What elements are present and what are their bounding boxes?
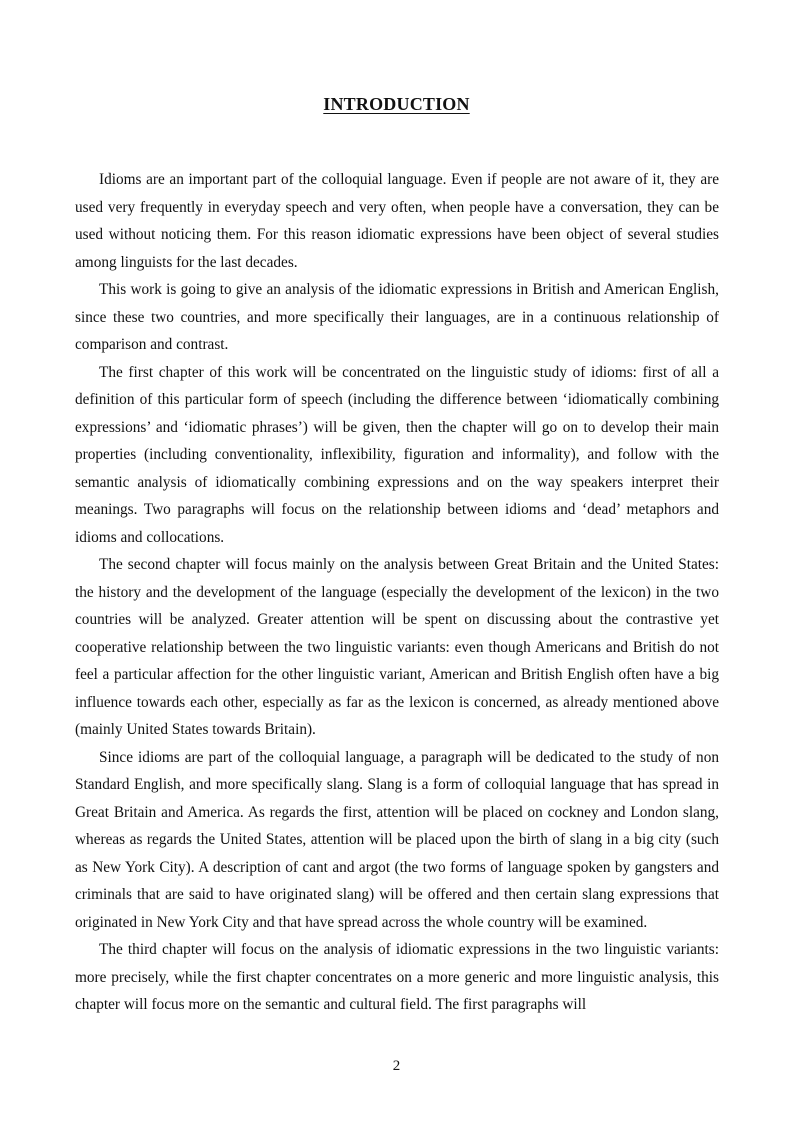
paragraph-1: Idioms are an important part of the colloquial language. Even if people are not aware of it, they are used very frequently in everyday speech and very often, when people have a conversation, they can be used without noticing them. For this reason idiomatic expressions have been object of several studies among linguists for the last decades.: [75, 171, 719, 271]
paragraph-6: The third chapter will focus on the analysis of idiomatic expressions in the two linguistic variants: more precisely, while the first chapter concentrates on a more generic and more linguistic analysis, this chapter will focus more on the semantic and cultural field. The first paragraphs will: [75, 941, 719, 1013]
page-number: 2: [392, 1058, 401, 1074]
paragraph-2: This work is going to give an analysis of the idiomatic expressions in British and American English, since these two countries, and more specifically their languages, are in a continuous relationship of comparison and contrast.: [75, 281, 719, 353]
body-text: [75, 166, 719, 1019]
paragraph-5: Since idioms are part of the colloquial language, a paragraph will be dedicated to the study of non Standard English, and more specifically slang. Slang is a form of colloquial language that has spread in Great Britain and America. As regards the first, attention will be placed on cockney and London slang, whereas as regards the United States, attention will be placed upon the birth of slang in a big city (such as New York City). A description of cant and argot (the two forms of language spoken by gangsters and criminals that are said to have originated slang) will be offered and then certain slang expressions that originated in New York City and that have spread across the whole country will be examined.: [75, 748, 719, 931]
paragraph-3: The first chapter of this work will be concentrated on the linguistic study of idioms: first of all a definition of this particular form of speech (including the difference between ‘idiomatically combining expressions’ and ‘idiomatic phrases’) will be given, then the chapter will go on to develop their main properties (including conventionality, inflexibility, figuration and informality), and follow with the semantic analysis of idiomatically combining expressions and on the way speakers interpret their meanings. Two paragraphs will focus on the relationship between idioms and ‘dead’ metaphors and idioms and collocations.: [75, 363, 719, 546]
paragraph-4: The second chapter will focus mainly on the analysis between Great Britain and the United States: the history and the development of the language (especially the development of the lexicon) in the two countries will be analyzed. Greater attention will be spent on discussing about the contrastive yet cooperative relationship between the two linguistic variants: even though Americans and British do not feel a particular affection for the other linguistic variant, American and British English often have a big influence towards each other, especially as far as the lexicon is concerned, as already mentioned above (mainly United States towards Britain).: [75, 556, 719, 738]
page-title: INTRODUCTION: [323, 94, 470, 114]
